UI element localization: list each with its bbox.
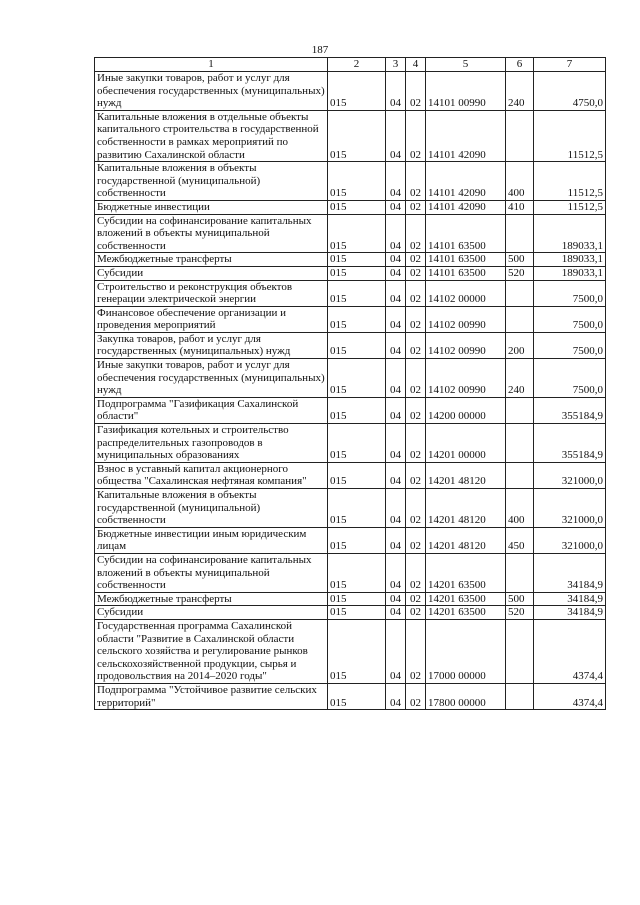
row-name-cell: Межбюджетные трансферты [95, 592, 328, 606]
target-article-cell: 14102 00990 [426, 306, 506, 332]
header-cell: 5 [426, 58, 506, 72]
admin-code-cell: 015 [328, 606, 386, 620]
budget-table [94, 57, 606, 710]
admin-code-cell: 015 [328, 266, 386, 280]
expense-type-cell: 240 [506, 359, 534, 398]
expense-type-cell: 240 [506, 72, 534, 111]
page-number: 187 [311, 44, 329, 56]
subsection-code-cell: 02 [406, 553, 426, 592]
amount-cell: 7500,0 [534, 359, 606, 398]
subsection-code-cell: 02 [406, 527, 426, 553]
table-row [95, 489, 606, 528]
table-row [95, 462, 606, 488]
header-cell: 4 [406, 58, 426, 72]
section-code-cell: 04 [386, 72, 406, 111]
row-name-cell: Бюджетные инвестиции [95, 200, 328, 214]
target-article-cell: 14101 00990 [426, 72, 506, 111]
admin-code-cell: 015 [328, 214, 386, 253]
table-row [95, 592, 606, 606]
section-code-cell: 04 [386, 266, 406, 280]
row-name-cell: Подпрограмма "Газификация Сахалинской области" [95, 397, 328, 423]
amount-cell: 321000,0 [534, 462, 606, 488]
table-row [95, 162, 606, 201]
header-cell: 7 [534, 58, 606, 72]
amount-cell: 7500,0 [534, 332, 606, 358]
admin-code-cell: 015 [328, 162, 386, 201]
table-row [95, 683, 606, 709]
amount-cell: 34184,9 [534, 553, 606, 592]
target-article-cell: 14201 63500 [426, 553, 506, 592]
admin-code-cell: 015 [328, 332, 386, 358]
expense-type-cell [506, 280, 534, 306]
amount-cell: 7500,0 [534, 280, 606, 306]
admin-code-cell: 015 [328, 592, 386, 606]
section-code-cell: 04 [386, 162, 406, 201]
table-row [95, 527, 606, 553]
amount-cell: 11512,5 [534, 110, 606, 161]
amount-cell: 7500,0 [534, 306, 606, 332]
header-cell: 2 [328, 58, 386, 72]
subsection-code-cell: 02 [406, 606, 426, 620]
target-article-cell: 14200 00000 [426, 397, 506, 423]
expense-type-cell: 410 [506, 200, 534, 214]
section-code-cell: 04 [386, 332, 406, 358]
section-code-cell: 04 [386, 253, 406, 267]
section-code-cell: 04 [386, 527, 406, 553]
target-article-cell: 14102 00990 [426, 332, 506, 358]
row-name-cell: Субсидии на софинансирование капитальных вложений в объекты муниципальной собственности [95, 214, 328, 253]
admin-code-cell: 015 [328, 489, 386, 528]
admin-code-cell: 015 [328, 200, 386, 214]
table-row [95, 606, 606, 620]
row-name-cell: Капитальные вложения в объекты государственной (муниципальной) собственности [95, 489, 328, 528]
table-row [95, 332, 606, 358]
subsection-code-cell: 02 [406, 683, 426, 709]
subsection-code-cell: 02 [406, 592, 426, 606]
header-row [95, 58, 606, 72]
section-code-cell: 04 [386, 462, 406, 488]
table-row [95, 253, 606, 267]
table-row [95, 110, 606, 161]
expense-type-cell: 400 [506, 162, 534, 201]
expense-type-cell: 200 [506, 332, 534, 358]
subsection-code-cell: 02 [406, 424, 426, 463]
row-name-cell: Иные закупки товаров, работ и услуг для обеспечения государственных (муниципальных) нужд [95, 72, 328, 111]
admin-code-cell: 015 [328, 306, 386, 332]
section-code-cell: 04 [386, 359, 406, 398]
subsection-code-cell: 02 [406, 280, 426, 306]
row-name-cell: Взнос в уставный капитал акционерного общества "Сахалинская нефтяная компания" [95, 462, 328, 488]
subsection-code-cell: 02 [406, 200, 426, 214]
target-article-cell: 14201 48120 [426, 527, 506, 553]
admin-code-cell: 015 [328, 397, 386, 423]
expense-type-cell [506, 306, 534, 332]
expense-type-cell: 520 [506, 266, 534, 280]
target-article-cell: 14101 63500 [426, 266, 506, 280]
subsection-code-cell: 02 [406, 253, 426, 267]
expense-type-cell [506, 462, 534, 488]
target-article-cell: 14201 48120 [426, 489, 506, 528]
section-code-cell: 04 [386, 397, 406, 423]
table-row [95, 280, 606, 306]
row-name-cell: Капитальные вложения в отдельные объекты капитального строительства в государственной собственности в рамках мероприятий по развитию Сахалинской области [95, 110, 328, 161]
subsection-code-cell: 02 [406, 489, 426, 528]
row-name-cell: Закупка товаров, работ и услуг для государственных (муниципальных) нужд [95, 332, 328, 358]
amount-cell: 11512,5 [534, 162, 606, 201]
subsection-code-cell: 02 [406, 619, 426, 683]
section-code-cell: 04 [386, 214, 406, 253]
row-name-cell: Бюджетные инвестиции иным юридическим лицам [95, 527, 328, 553]
admin-code-cell: 015 [328, 110, 386, 161]
section-code-cell: 04 [386, 200, 406, 214]
admin-code-cell: 015 [328, 462, 386, 488]
amount-cell: 4750,0 [534, 72, 606, 111]
amount-cell: 11512,5 [534, 200, 606, 214]
target-article-cell: 14201 63500 [426, 592, 506, 606]
target-article-cell: 14101 63500 [426, 253, 506, 267]
table-row [95, 72, 606, 111]
table-row [95, 306, 606, 332]
section-code-cell: 04 [386, 306, 406, 332]
expense-type-cell [506, 397, 534, 423]
table-row [95, 424, 606, 463]
section-code-cell: 04 [386, 553, 406, 592]
row-name-cell: Государственная программа Сахалинской области "Развитие в Сахалинской области сельского хозяйства и регулирование рынков сельскохозяйственной продукции, сырья и продовольствия на 2014–2020 годы" [95, 619, 328, 683]
subsection-code-cell: 02 [406, 110, 426, 161]
admin-code-cell: 015 [328, 280, 386, 306]
table-row [95, 359, 606, 398]
expense-type-cell [506, 214, 534, 253]
table-row [95, 397, 606, 423]
header-cell: 1 [95, 58, 328, 72]
admin-code-cell: 015 [328, 619, 386, 683]
table-row [95, 266, 606, 280]
subsection-code-cell: 02 [406, 332, 426, 358]
table-row [95, 200, 606, 214]
expense-type-cell: 450 [506, 527, 534, 553]
section-code-cell: 04 [386, 424, 406, 463]
expense-type-cell [506, 110, 534, 161]
section-code-cell: 04 [386, 110, 406, 161]
amount-cell: 189033,1 [534, 266, 606, 280]
target-article-cell: 14201 63500 [426, 606, 506, 620]
section-code-cell: 04 [386, 606, 406, 620]
row-name-cell: Финансовое обеспечение организации и проведения мероприятий [95, 306, 328, 332]
subsection-code-cell: 02 [406, 397, 426, 423]
admin-code-cell: 015 [328, 553, 386, 592]
amount-cell: 189033,1 [534, 214, 606, 253]
target-article-cell: 14102 00000 [426, 280, 506, 306]
amount-cell: 189033,1 [534, 253, 606, 267]
header-cell: 6 [506, 58, 534, 72]
target-article-cell: 14101 42090 [426, 162, 506, 201]
amount-cell: 4374,4 [534, 683, 606, 709]
row-name-cell: Подпрограмма "Устойчивое развитие сельских территорий" [95, 683, 328, 709]
row-name-cell: Строительство и реконструкция объектов генерации электрической энергии [95, 280, 328, 306]
expense-type-cell: 500 [506, 253, 534, 267]
row-name-cell: Капитальные вложения в объекты государственной (муниципальной) собственности [95, 162, 328, 201]
subsection-code-cell: 02 [406, 72, 426, 111]
subsection-code-cell: 02 [406, 359, 426, 398]
amount-cell: 321000,0 [534, 489, 606, 528]
row-name-cell: Межбюджетные трансферты [95, 253, 328, 267]
section-code-cell: 04 [386, 489, 406, 528]
expense-type-cell [506, 683, 534, 709]
amount-cell: 355184,9 [534, 424, 606, 463]
subsection-code-cell: 02 [406, 214, 426, 253]
admin-code-cell: 015 [328, 683, 386, 709]
admin-code-cell: 015 [328, 72, 386, 111]
section-code-cell: 04 [386, 280, 406, 306]
expense-type-cell: 520 [506, 606, 534, 620]
section-code-cell: 04 [386, 592, 406, 606]
subsection-code-cell: 02 [406, 462, 426, 488]
target-article-cell: 17000 00000 [426, 619, 506, 683]
section-code-cell: 04 [386, 683, 406, 709]
admin-code-cell: 015 [328, 359, 386, 398]
subsection-code-cell: 02 [406, 162, 426, 201]
row-name-cell: Газификация котельных и строительство распределительных газопроводов в муниципальных образованиях [95, 424, 328, 463]
target-article-cell: 14101 63500 [426, 214, 506, 253]
table-body [95, 58, 606, 710]
subsection-code-cell: 02 [406, 266, 426, 280]
admin-code-cell: 015 [328, 424, 386, 463]
target-article-cell: 14201 48120 [426, 462, 506, 488]
amount-cell: 355184,9 [534, 397, 606, 423]
row-name-cell: Субсидии [95, 606, 328, 620]
expense-type-cell: 400 [506, 489, 534, 528]
target-article-cell: 14102 00990 [426, 359, 506, 398]
row-name-cell: Субсидии на софинансирование капитальных вложений в объекты муниципальной собственности [95, 553, 328, 592]
row-name-cell: Субсидии [95, 266, 328, 280]
expense-type-cell [506, 619, 534, 683]
amount-cell: 4374,4 [534, 619, 606, 683]
amount-cell: 34184,9 [534, 606, 606, 620]
table-row [95, 553, 606, 592]
admin-code-cell: 015 [328, 253, 386, 267]
target-article-cell: 17800 00000 [426, 683, 506, 709]
amount-cell: 34184,9 [534, 592, 606, 606]
amount-cell: 321000,0 [534, 527, 606, 553]
row-name-cell: Иные закупки товаров, работ и услуг для обеспечения государственных (муниципальных) нужд [95, 359, 328, 398]
expense-type-cell: 500 [506, 592, 534, 606]
header-cell: 3 [386, 58, 406, 72]
expense-type-cell [506, 553, 534, 592]
admin-code-cell: 015 [328, 527, 386, 553]
table-row [95, 214, 606, 253]
table-row [95, 619, 606, 683]
target-article-cell: 14101 42090 [426, 110, 506, 161]
section-code-cell: 04 [386, 619, 406, 683]
subsection-code-cell: 02 [406, 306, 426, 332]
target-article-cell: 14201 00000 [426, 424, 506, 463]
expense-type-cell [506, 424, 534, 463]
target-article-cell: 14101 42090 [426, 200, 506, 214]
